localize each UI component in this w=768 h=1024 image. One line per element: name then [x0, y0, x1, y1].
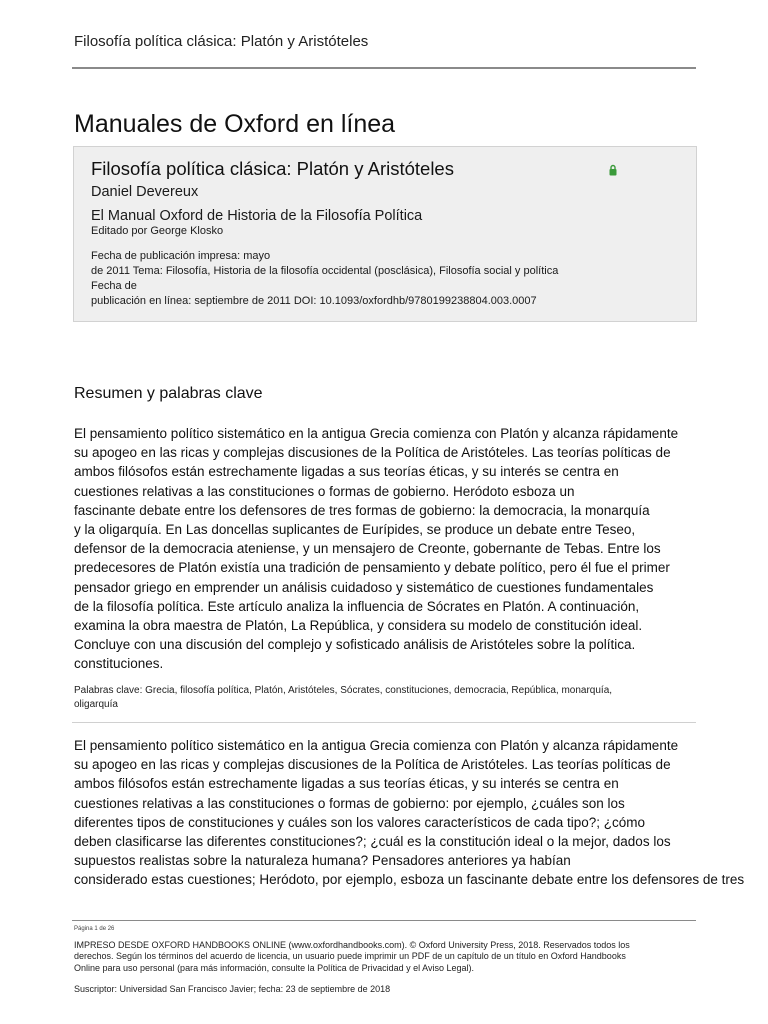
site-title: Manuales de Oxford en línea — [74, 110, 396, 138]
footer-divider — [72, 920, 696, 921]
book-title[interactable]: El Manual Oxford de Historia de la Filosofía Política — [91, 208, 423, 224]
publication-line: de 2011 Tema: Filosofía, Historia de la filosofía occidental (posclásica), Filosofía social y política — [91, 265, 559, 277]
text-line: deben clasificarse las diferentes constituciones?; ¿cuál es la constitución ideal o la mejor, dados los — [74, 834, 671, 850]
text-line: su apogeo en las ricas y complejas discusiones de la Política de Aristóteles. Las teorías políticas de — [74, 445, 671, 461]
section-divider — [72, 722, 696, 723]
notice-line: Online para uso personal (para más información, consulte la Política de Privacidad y el Aviso Legal). — [74, 962, 475, 973]
keywords-line: oligarquía — [74, 699, 118, 710]
text-line: y la oligarquía. En Las doncellas suplicantes de Eurípides, se produce un debate entre Teseo, — [74, 522, 636, 538]
page-number: Página 1 de 26 — [74, 926, 115, 932]
abstract-heading: Resumen y palabras clave — [74, 385, 263, 402]
text-line: pensador griego en emprender un análisis cuidadoso y sistemático de cuestiones fundamentales — [74, 579, 654, 595]
chapter-title[interactable]: Filosofía política clásica: Platón y Aristóteles — [91, 158, 454, 179]
publication-line: Fecha de — [91, 280, 137, 292]
running-header: Filosofía política clásica: Platón y Aristóteles — [74, 33, 369, 50]
notice-line: derechos. Según los términos del acuerdo de licencia, un usuario puede imprimir un PDF de un capítulo de un título en Oxford Handbooks — [74, 951, 626, 962]
text-line: fascinante debate entre los defensores de tres formas de gobierno: la democracia, la monarquía — [74, 502, 650, 518]
text-line: considerado estas cuestiones; Heródoto, por ejemplo, esboza un fascinante debate entre los defensores de tres — [74, 872, 745, 888]
text-line: examina la obra maestra de Platón, La República, y considera su modelo de constitución ideal. — [74, 618, 643, 634]
text-line: El pensamiento político sistemático en la antigua Grecia comienza con Platón y alcanza rápidamente — [74, 426, 679, 441]
author-name: Daniel Devereux — [91, 184, 199, 200]
text-line: El pensamiento político sistemático en la antigua Grecia comienza con Platón y alcanza rápidamente — [74, 738, 679, 753]
text-line: predecesores de Platón existía una tradición de pensamiento y debate político, pero él fue el primer — [74, 560, 670, 576]
lock-icon — [609, 164, 617, 176]
abstract-paragraph — [74, 424, 678, 674]
publication-line: publicación en línea: septiembre de 2011 DOI: 10.1093/oxfordhb/9780199238804.003.0007 — [91, 295, 537, 307]
editor-line: Editado por George Klosko — [91, 225, 224, 237]
publication-info — [91, 249, 558, 309]
text-line: ambos filósofos están estrechamente ligadas a sus teorías éticas, y su interés se centra en — [74, 776, 619, 792]
chapter-metadata-box — [73, 146, 697, 322]
text-line: de la filosofía política. Este artículo analiza la influencia de Sócrates en Platón. A continuación, — [74, 598, 640, 614]
keywords — [74, 684, 612, 712]
text-line: defensor de la democracia ateniense, y un mensajero de Creonte, gobernante de Tebas. Entre los — [74, 541, 661, 557]
notice-line: IMPRESO DESDE OXFORD HANDBOOKS ONLINE (www.oxfordhandbooks.com). © Oxford University Press, 2018. Reservados todos los — [74, 940, 630, 950]
subscriber-line: Suscriptor: Universidad San Francisco Javier; fecha: 23 de septiembre de 2018 — [74, 984, 391, 994]
text-line: Concluye con una discusión del complejo y sofisticado análisis de Aristóteles sobre la política. — [74, 637, 636, 653]
copyright-notice — [74, 940, 630, 974]
body-paragraph — [74, 736, 744, 890]
text-line: ambos filósofos están estrechamente ligadas a sus teorías éticas, y su interés se centra en — [74, 464, 619, 480]
header-divider — [72, 67, 696, 69]
text-line: constituciones. — [74, 656, 164, 672]
keywords-line: Palabras clave: Grecia, filosofía política, Platón, Aristóteles, Sócrates, constituciones, democracia, República, monarquía, — [74, 685, 613, 696]
text-line: diferentes tipos de constituciones y cuáles son los valores característicos de cada tipo?; ¿cómo — [74, 814, 646, 830]
text-line: cuestiones relativas a las constituciones o formas de gobierno: por ejemplo, ¿cuáles son los — [74, 795, 625, 811]
text-line: supuestos realistas sobre la naturaleza humana? Pensadores anteriores ya habían — [74, 853, 571, 869]
text-line: su apogeo en las ricas y complejas discusiones de la Política de Aristóteles. Las teorías políticas de — [74, 757, 671, 773]
publication-line: Fecha de publicación impresa: mayo — [91, 250, 271, 262]
text-line: cuestiones relativas a las constituciones o formas de gobierno. Heródoto esboza un — [74, 483, 575, 499]
